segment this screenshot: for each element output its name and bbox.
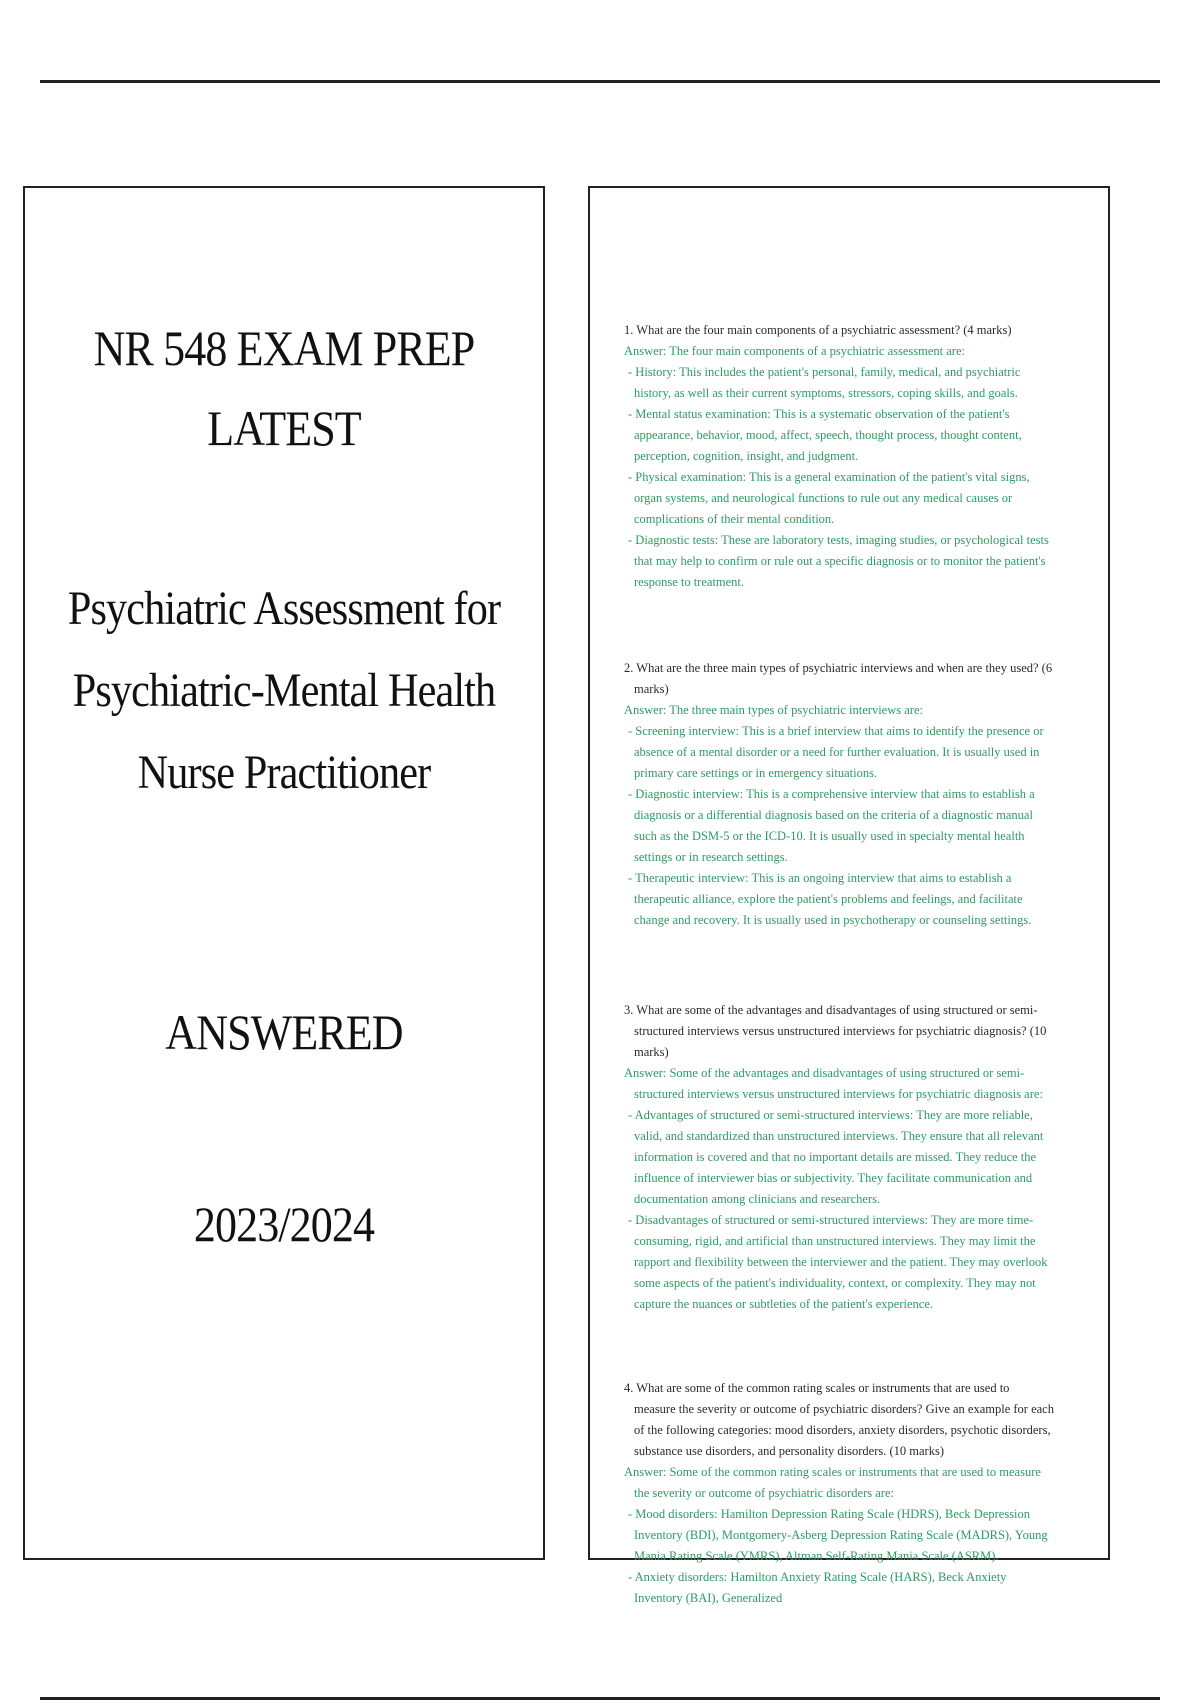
answer-list-3 [624,1105,1054,1315]
cover-title-line-1: NR 548 EXAM PREP [93,320,475,376]
cover-subtitle-line-2: Psychiatric-Mental Health [72,664,496,717]
answer-point: - Diagnostic interview: This is a comprehensive interview that aims to establish a diagnosis or a differential diagnosis based on the criteria of a diagnostic manual such as the DSM-5 or the ICD-10. It is usually used in specialty mental health settings or in research settings. [624,784,1054,868]
qa-item-4 [624,1378,1054,1609]
cover-title-line-2: LATEST [207,400,361,456]
question-1: 1. What are the four main components of a psychiatric assessment? (4 marks) [624,323,1012,337]
cover-answered-label: ANSWERED [165,1004,403,1060]
answer-intro-4: Answer: Some of the common rating scales or instruments that are used to measure the severity or outcome of psychiatric disorders are: [624,1465,1041,1500]
answer-point: - Diagnostic tests: These are laboratory tests, imaging studies, or psychological tests that may help to confirm or rule out a specific diagnosis or to monitor the patient's response to treatment. [624,530,1054,593]
content-page [588,186,1110,1605]
cover-subtitle [56,568,512,814]
qa-item-1 [624,320,1054,593]
question-2: 2. What are the three main types of psychiatric interviews and when are they used? (6 marks) [624,661,1053,696]
qa-item-3 [624,1000,1054,1315]
cover-subtitle-line-1: Psychiatric Assessment for [67,582,501,635]
answer-intro-1: Answer: The four main components of a psychiatric assessment are: [624,344,965,358]
answer-point: - Mood disorders: Hamilton Depression Rating Scale (HDRS), Beck Depression Inventory (BDI), Montgomery-Asberg Depression Rating Scale (MADRS), Young Mania Rating Scale (YMRS), Altman Self-Rating Mania Scale (ASRM). [624,1504,1054,1567]
qa-item-2 [624,658,1054,931]
cover-page [23,186,545,1560]
answer-point: - Therapeutic interview: This is an ongoing interview that aims to establish a therapeutic alliance, explore the patient's problems and feelings, and facilitate change and recovery. It is usually used in psychotherapy or counseling settings. [624,868,1054,931]
answer-point: - History: This includes the patient's personal, family, medical, and psychiatric history, as well as their current symptoms, stressors, coping skills, and goals. [624,362,1054,404]
answer-point: - Disadvantages of structured or semi-structured interviews: They are more time-consuming, rigid, and artificial than unstructured interviews. They may limit the rapport and flexibility between the interviewer and the patient. They may overlook some aspects of the patient's individuality, context, or complexity. They may not capture the nuances or subtleties of the patient's experience. [624,1210,1054,1315]
cover-subtitle-line-3: Nurse Practitioner [137,746,431,799]
answer-intro-3: Answer: Some of the advantages and disadvantages of using structured or semi-structured interviews versus unstructured interviews for psychiatric diagnosis are: [624,1066,1043,1101]
top-rule [40,80,1160,83]
answer-point: - Physical examination: This is a general examination of the patient's vital signs, organ systems, and neurological functions to rule out any medical causes or complications of their mental condition. [624,467,1054,530]
answer-point: - Mental status examination: This is a systematic observation of the patient's appearance, behavior, mood, affect, speech, thought process, thought content, perception, cognition, insight, and judgment. [624,404,1054,467]
question-3: 3. What are some of the advantages and disadvantages of using structured or semi-structured interviews versus unstructured interviews for psychiatric diagnosis? (10 marks) [624,1003,1047,1059]
answer-point: - Advantages of structured or semi-structured interviews: They are more reliable, valid, and standardized than unstructured interviews. They ensure that all relevant information is covered and that no important details are missed. They reduce the influence of interviewer bias or subjectivity. They facilitate communication and documentation among clinicians and researchers. [624,1105,1054,1210]
answer-list-4 [624,1504,1054,1609]
answer-list-1 [624,362,1054,593]
answer-list-2 [624,721,1054,931]
cover-title [56,308,512,468]
question-4: 4. What are some of the common rating scales or instruments that are used to measure the severity or outcome of psychiatric disorders? Give an example for each of the following categories: mood disorders, anxiety disorders, psychotic disorders, substance use disorders, and personality disorders. (10 marks) [624,1381,1054,1458]
answer-intro-2: Answer: The three main types of psychiatric interviews are: [624,703,923,717]
cover-year: 2023/2024 [193,1196,375,1252]
answer-point: - Anxiety disorders: Hamilton Anxiety Rating Scale (HARS), Beck Anxiety Inventory (BAI), Generalized [624,1567,1054,1609]
answer-point: - Screening interview: This is a brief interview that aims to identify the presence or absence of a mental disorder or a need for further evaluation. It is usually used in primary care settings or in emergency situations. [624,721,1054,784]
